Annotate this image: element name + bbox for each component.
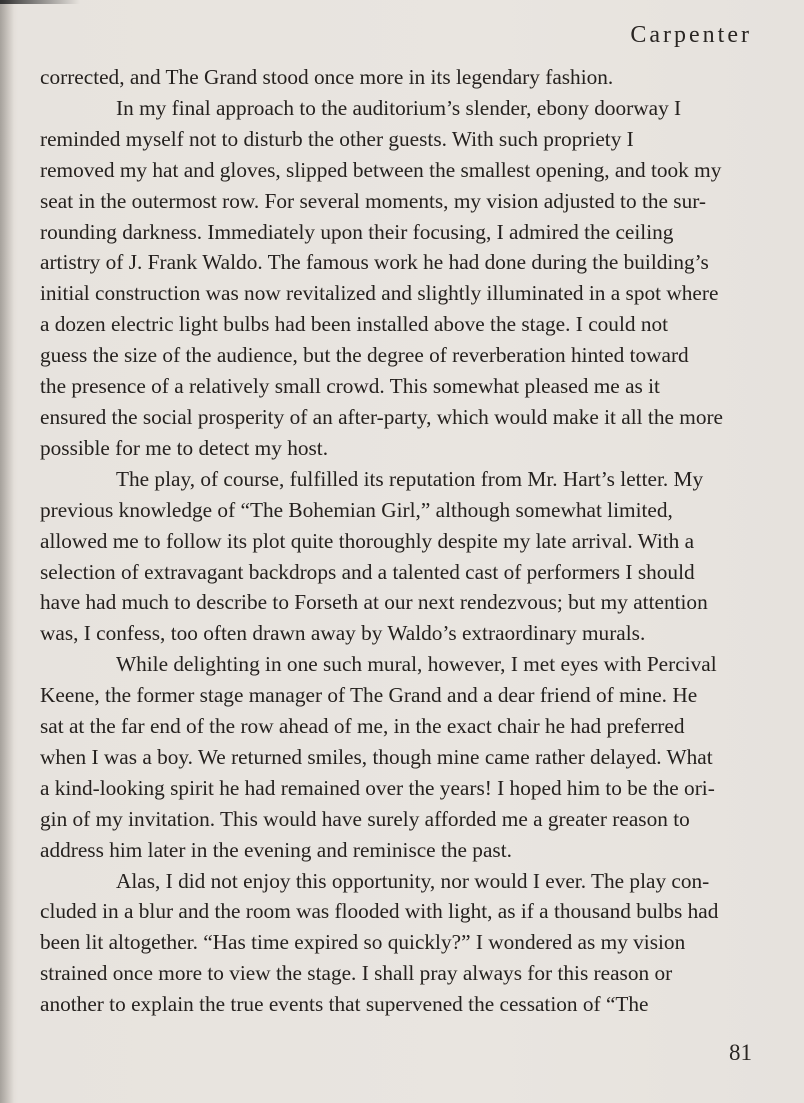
text-line: initial construction was now revitalized and slightly illuminated in a spot where — [40, 281, 719, 306]
text-line: was, I confess, too often drawn away by Waldo’s extraordinary murals. — [40, 621, 646, 646]
text-line: removed my hat and gloves, slipped between the smallest opening, and took my — [40, 157, 722, 182]
text-line: strained once more to view the stage. I shall pray always for this reason or — [40, 961, 673, 986]
text-line: Alas, I did not enjoy this opportunity, nor would I ever. The play con- — [116, 868, 710, 893]
text-line: cluded in a blur and the room was flooded with light, as if a thousand bulbs had — [40, 899, 719, 924]
page-number: 81 — [729, 1040, 752, 1065]
text-line: when I was a boy. We returned smiles, though mine came rather delayed. What — [40, 744, 713, 769]
text-line: address him later in the evening and reminisce the past. — [40, 837, 512, 862]
text-line: allowed me to follow its plot quite thoroughly despite my late arrival. With a — [40, 528, 695, 553]
text-line: a kind-looking spirit he had remained over the years! I hoped him to be the ori- — [40, 775, 715, 800]
text-line: guess the size of the audience, but the degree of reverberation hinted toward — [40, 343, 689, 368]
text-line: previous knowledge of “The Bohemian Girl,” although somewhat limited, — [40, 497, 673, 522]
running-head: Carpenter — [630, 22, 752, 48]
text-line: In my final approach to the auditorium’s slender, ebony doorway I — [116, 95, 682, 120]
text-line: selection of extravagant backdrops and a talented cast of performers I should — [40, 559, 695, 584]
text-line: The play, of course, fulfilled its reputation from Mr. Hart’s letter. My — [116, 466, 704, 491]
body-text — [40, 62, 756, 1020]
text-line: have had much to describe to Forseth at our next rendezvous; but my attention — [40, 590, 708, 615]
text-line: Keene, the former stage manager of The Grand and a dear friend of mine. He — [40, 683, 698, 708]
text-line: sat at the far end of the row ahead of me, in the exact chair he had preferred — [40, 714, 685, 739]
scan-edge-mark — [0, 0, 80, 4]
text-line: corrected, and The Grand stood once more in its legendary fashion. — [40, 65, 614, 89]
text-line: rounding darkness. Immediately upon their focusing, I admired the ceiling — [40, 219, 674, 244]
text-line: a dozen electric light bulbs had been installed above the stage. I could not — [40, 312, 669, 337]
text-line: gin of my invitation. This would have surely afforded me a greater reason to — [40, 806, 690, 831]
text-line: While delighting in one such mural, however, I met eyes with Percival — [116, 652, 717, 677]
text-line: another to explain the true events that supervened the cessation of “The — [40, 992, 649, 1017]
text-line: reminded myself not to disturb the other guests. With such propriety I — [40, 126, 634, 151]
text-line: been lit altogether. “Has time expired so quickly?” I wondered as my vision — [40, 930, 686, 955]
text-line: possible for me to detect my host. — [40, 435, 329, 460]
text-line: ensured the social prosperity of an after-party, which would make it all the more — [40, 404, 724, 429]
text-line: seat in the outermost row. For several moments, my vision adjusted to the sur- — [40, 188, 706, 213]
text-line: artistry of J. Frank Waldo. The famous work he had done during the building’s — [40, 250, 709, 275]
gutter-shadow — [0, 0, 14, 1103]
text-line: the presence of a relatively small crowd. This somewhat pleased me as it — [40, 374, 660, 399]
